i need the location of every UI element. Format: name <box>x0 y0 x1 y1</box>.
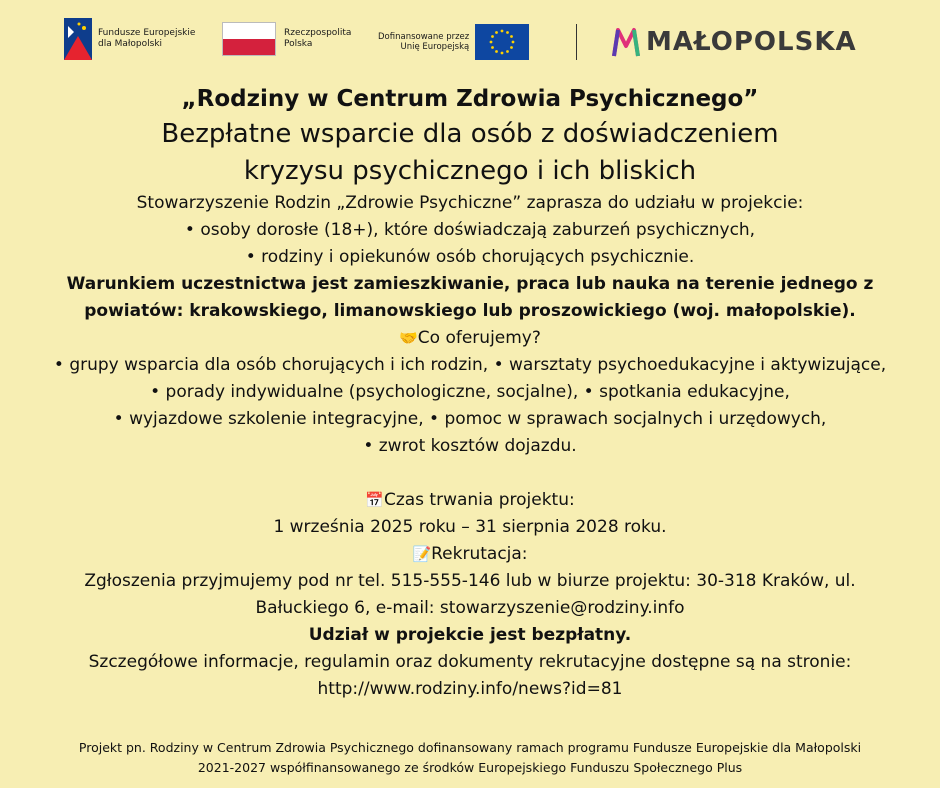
condition-text: powiatów: krakowskiego, limanowskiego lub proszowickiego (woj. małopolskie). <box>84 301 856 321</box>
fe-line-2: dla Małopolski <box>98 39 163 49</box>
recruit-heading <box>0 541 940 568</box>
pl-line-1: Rzeczpospolita <box>284 28 352 38</box>
fundusze-europejskie-logo <box>64 18 195 60</box>
recruit-heading-label: Rekrutacja: <box>431 544 528 564</box>
details-text: Szczegółowe informacje, regulamin oraz dokumenty rekrutacyjne dostępne są na stronie: <box>88 652 852 672</box>
target-group-item: • rodziny i opiekunów osób chorujących psychicznie. <box>245 247 695 267</box>
offer-heading <box>0 325 940 352</box>
target-group-item: • osoby dorosłe (18+), które doświadczają zaburzeń psychicznych, <box>184 220 756 240</box>
fe-emblem-icon <box>64 18 92 60</box>
malopolska-m-icon <box>612 26 640 58</box>
handshake-icon: 🤝 <box>399 329 418 347</box>
offer-line: • wyjazdowe szkolenie integracyjne, • pomoc w sprawach socjalnych i urzędowych, <box>113 409 827 429</box>
recruit-line: Zgłoszenia przyjmujemy pod nr tel. 515-555-146 lub w biurze projektu: 30-318 Kraków, ul. <box>84 571 856 591</box>
footer <box>0 738 940 778</box>
rzeczpospolita-polska-logo <box>222 22 351 56</box>
malopolska-logo <box>612 26 857 58</box>
page-title: „Rodziny w Centrum Zdrowia Psychicznego” <box>181 86 759 112</box>
recruit-line: Bałuckiego 6, e-mail: stowarzyszenie@rodziny.info <box>255 598 685 618</box>
logo-bar <box>0 14 940 74</box>
logo-separator <box>576 24 577 60</box>
duration-heading-label: Czas trwania projektu: <box>383 490 575 510</box>
condition-text: Warunkiem uczestnictwa jest zamieszkiwanie, praca lub nauka na terenie jednego z <box>66 274 874 294</box>
offer-line: • porady indywidualne (psychologiczne, socjalne), • spotkania edukacyjne, <box>150 382 790 402</box>
eu-line-1: Dofinansowane przez <box>378 32 470 42</box>
pl-line-2: Polska <box>284 39 313 49</box>
page-subtitle: Bezpłatne wsparcie dla osób z doświadczeniem kryzysu psychicznego i ich bliskich <box>161 119 779 186</box>
spacer <box>0 460 940 487</box>
duration-value: 1 września 2025 roku – 31 sierpnia 2028 roku. <box>273 517 667 537</box>
free-participation-note: Udział w projekcie jest bezpłatny. <box>308 625 632 645</box>
eu-line-2: Unię Europejską <box>400 42 470 52</box>
offer-line: • grupy wsparcia dla osób chorujących i ich rodzin, • warsztaty psychoedukacyjne i aktywizujące, <box>53 355 887 375</box>
malopolska-wordmark: MAŁOPOLSKA <box>646 27 857 57</box>
footer-line: 2021-2027 współfinansowanego ze środków Europejskiego Funduszu Społecznego Plus <box>197 760 743 775</box>
footer-line: Projekt pn. Rodziny w Centrum Zdrowia Psychicznego dofinansowany ramach programu Fundusze Europejskie dla Małopolski <box>78 740 862 755</box>
fe-line-1: Fundusze Europejskie <box>98 28 196 38</box>
website-link[interactable]: http://www.rodziny.info/news?id=81 <box>317 679 623 699</box>
offer-line: • zwrot kosztów dojazdu. <box>363 436 577 456</box>
eu-flag-icon <box>475 24 529 60</box>
duration-heading <box>0 487 940 514</box>
calendar-icon: 📅 <box>365 491 384 509</box>
memo-icon: 📝 <box>412 545 432 563</box>
intro-text: Stowarzyszenie Rodzin „Zdrowie Psychiczne” zaprasza do udziału w projekcie: <box>136 193 804 213</box>
polish-flag-icon <box>222 22 276 56</box>
offer-heading-label: Co oferujemy? <box>417 328 541 348</box>
poster-content <box>0 84 940 703</box>
eu-funding-logo <box>378 24 529 60</box>
